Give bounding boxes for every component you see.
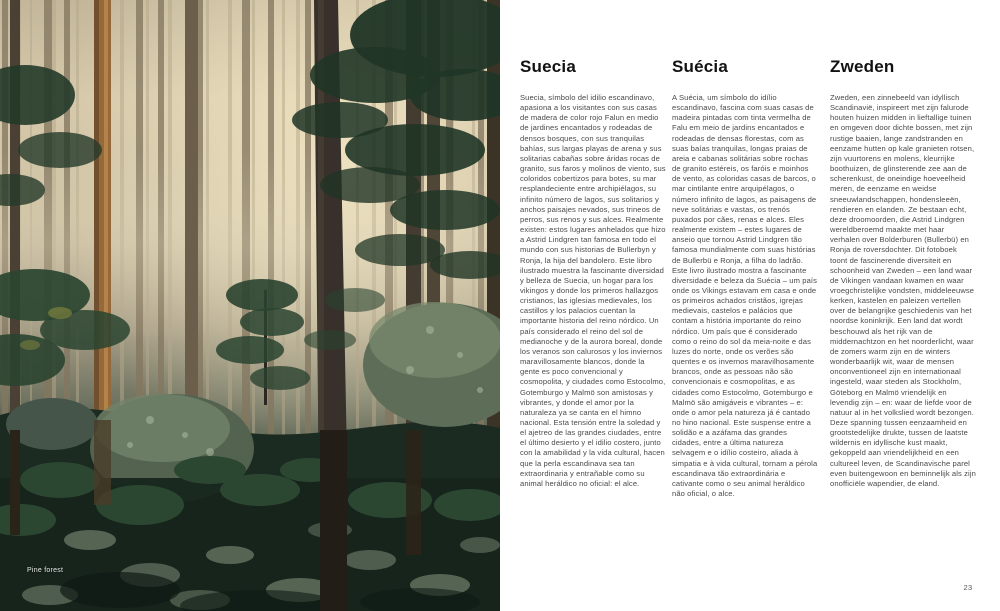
column-title-pt: Suécia xyxy=(672,57,729,76)
page-number: 23 xyxy=(963,583,973,592)
column-body-es: Suecia, símbolo del idilio escandinavo, apasiona a los visitantes con sus casas de madera de color rojo Falun en medio de jardines encantados y rodeadas de densos bosques, con sus tranquilas bahías, sus largas playas de arena y sus solitarias cabañas sobre áridas rocas de granito, sus faros y molinos de viento, sus coloridos cobertizos para botes, su mar resplandeciente entre archipiélagos, su infinito número de lagos, sus solitarios y anchos paisajes nevados, sus trineos de perros, sus renos y sus alces. Realmente existen: estos lugares anhelados que hizo a Astrid Lindgren tan famosa en todo el mundo con sus historias de Bullerbyn y Ronja, la hija del bandolero. Este libro ilustrado muestra la fascinante diversidad y belleza de Suecia, un hogar para los vikingos y donde los primeros hallazgos cristianos, las iglesias medievales, los castillos y los palacios cuentan la importante historia del reino nórdico. Un país considerado el reino del sol de medianoche y de la aurora boreal, donde los veranos son calurosos y los inviernos maravillosamente blancos, donde la gente es poco convencional y cosmopolita, y ciudades como Estocolmo, Gotemburgo y Malmö son amistosas y vibrantes, y donde el amor por la naturaleza ya se canta en el himno nacional. Esta tensión entre la soledad y el ajetreo de las grandes ciudades, entre el último desierto y el idilio costero, junto con la amabilidad y la vida cultural, hacen que la perla escandinava sea tan extraordinaria y entrañable como su animal heráldico no oficial: el alce. xyxy=(520,93,666,488)
column-dutch xyxy=(830,57,976,489)
text-page xyxy=(500,0,1000,611)
column-title-es: Suecia xyxy=(520,57,577,76)
photo-caption: Pine forest xyxy=(27,567,64,574)
column-title-nl: Zweden xyxy=(830,57,895,76)
column-portuguese xyxy=(672,57,818,499)
column-body-pt: A Suécia, um símbolo do idílio escandinavo, fascina com suas casas de madeira pintadas com tinta vermelha de Falu em meio de jardins encantados e rodeadas de densas florestas, com as suas baías tranquilas, longas praias de areia e cabanas solitárias sobre rochas de granito estéreis, os faróis e moinhos de vento, as coloridas casas de barcos, o mar cintilante entre arquipélagos, o número infinito de lagos, as paisagens de neve solitárias e vastas, os trenós puxados por cães, renas e alces. Eles realmente existem – estes lugares de anseio que tornou Astrid Lindgren tão famosa mundialmente com suas histórias de Bullerbü e Ronja, a filha do ladrão. Este livro ilustrado mostra a fascinante diversidade e beleza da Suécia – um país onde os Vikings estavam em casa e onde os primeiros achados cristãos, igrejas medievais, castelos e palácios que contam a história importante do reino nórdico. Um país que é considerado como o reino do sol da meia-noite e das luzes do norte, onde os verões são quentes e os invernos maravilhosamente brancos, onde as pessoas não são convencionais e cosmopolitas, e as cidades como Estocolmo, Gotemburgo e Malmö são amigáveis e vibrantes – e: onde o amor pela natureza já é cantado no hino nacional. Este suspense entre a solidão e a azáfama das grandes cidades, entre a última natureza selvagem e o idílio costeiro, aliada à simpatia e à vida cultural, tornam a pérola escandinava tão extraordinária e cativante como o seu animal heráldico não oficial, o alce. xyxy=(672,93,818,499)
column-body-nl: Zweden, een zinnebeeld van idyllisch Scandinavië, inspireert met zijn falurode houten huizen midden in lieftallige tuinen en omgeven door dichte bossen, met zijn rustige baaien, lange zandstranden en eenzame hutten op kale granieten rotsen, zijn vuurtorens en molens, kleurrijke boothuizen, de glinsterende zee aan de scherenkust, de oneindige hoeveelheid meren, de eenzame en weidse sneeuwlandschappen, hondensleeën, rendieren en elanden. Ze bestaan echt, deze droomoorden, die Astrid Lindgren wereldberoemd maakte met haar verhalen over Bolderburen (Bullerbü) en Ronja de roversdochter. Dit fotoboek toont de fascinerende diversiteit en schoonheid van Zweden – een land waar de Vikingen vandaan kwamen en waar vroegchristelijke vondsten, middeleeuwse kerken, kastelen en paleizen vertellen over de belangrijke geschiedenis van het noordse koninkrijk. Een land dat wordt beschouwd als het rijk van de middernachtzon en het noorderlicht, waar de zomers warm zijn en de winters wonderbaarlijk wit, waar de mensen onconventioneel zijn en internationaal ingesteld, waar steden als Stockholm, Göteborg en Malmö vriendelijk en levendig zijn – en: waar de liefde voor de natuur al in het volkslied wordt bezongen. Deze spanning tussen eenzaamheid en grootstedelijke drukte, tussen de laatste wildernis en idyllische kust maakt, gekoppeld aan vriendelijkheid en een cultureel leven, de Scandinavische parel even buitengewoon en beminnelijk als zijn onofficiële wapendier, de eland. xyxy=(830,93,976,488)
column-spanish xyxy=(520,57,666,489)
